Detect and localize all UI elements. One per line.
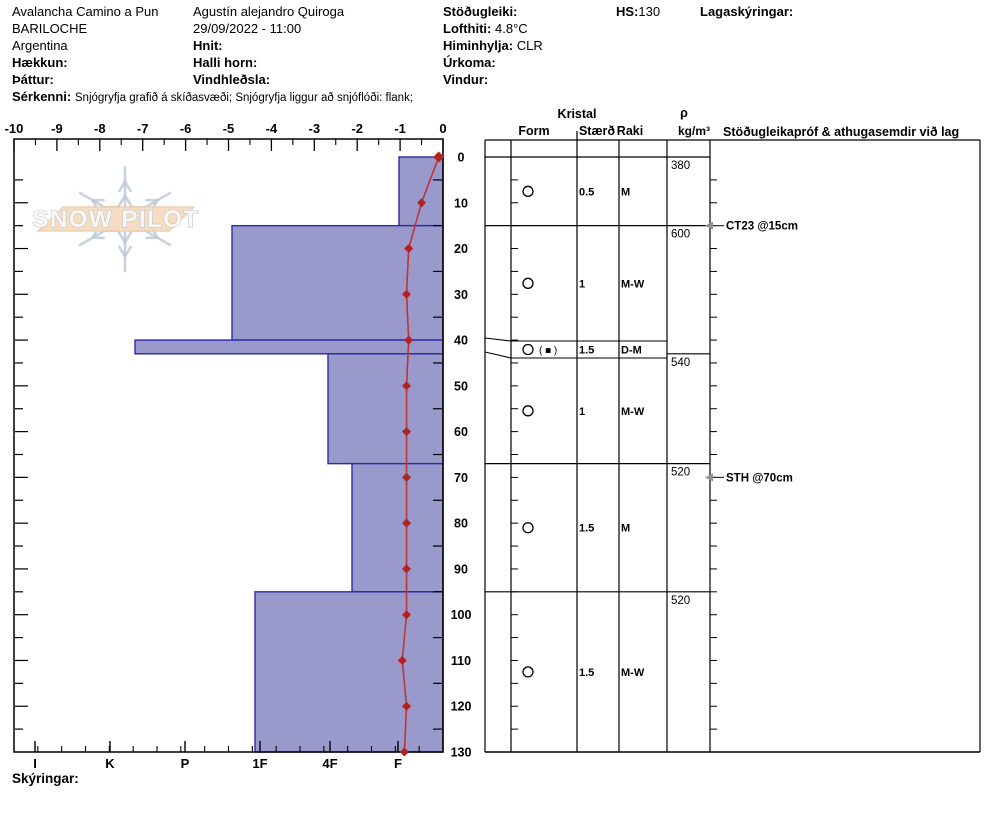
hardness-tick-label: K bbox=[105, 756, 115, 771]
depth-tick-label: 10 bbox=[454, 196, 468, 211]
coordinates-label: Hnit: bbox=[193, 38, 223, 53]
legend-label: Skýringar: bbox=[12, 771, 79, 786]
depth-tick-label: 70 bbox=[454, 470, 468, 485]
depth-tick-label: 40 bbox=[454, 333, 468, 348]
depth-tick-label: 50 bbox=[454, 379, 468, 394]
grain-form-icon bbox=[523, 667, 533, 677]
density-value: 520 bbox=[671, 594, 691, 607]
grain-size-value: 1.5 bbox=[579, 666, 595, 679]
density-value: 520 bbox=[671, 466, 691, 479]
temp-axis-tick-label: -3 bbox=[308, 121, 321, 136]
grain-size-value: 0.5 bbox=[579, 186, 595, 199]
thin-layer-wedge-bottom bbox=[485, 352, 511, 358]
test-arrow-icon bbox=[705, 222, 713, 230]
wetness-value: M-W bbox=[621, 666, 645, 679]
temp-axis-tick-label: -6 bbox=[179, 121, 192, 136]
hardness-bar bbox=[135, 340, 443, 354]
temp-axis-tick-label: -4 bbox=[265, 121, 278, 136]
grain-form-icon bbox=[523, 523, 533, 533]
wetness-value: M bbox=[621, 186, 631, 199]
temp-axis-tick-label: -5 bbox=[222, 121, 235, 136]
observer-name: Agustín alejandro Quiroga bbox=[193, 4, 345, 19]
comments-header: Stöðugleikapróf & athugasemdir við lag bbox=[723, 125, 960, 139]
air-temp-label: Lofthiti: bbox=[443, 21, 492, 36]
hs-value: 130 bbox=[638, 4, 661, 19]
hardness-tick-label: I bbox=[33, 756, 37, 771]
depth-tick-label: 30 bbox=[454, 287, 468, 302]
size-header: Stærð bbox=[578, 124, 616, 138]
pit-features-value: Snjógryfja grafið á skíðasvæði; Snjógryfja liggur að snjóflóði: flank; bbox=[74, 92, 414, 104]
air-temp-value: 4.8°C bbox=[495, 21, 528, 36]
depth-tick-label: 110 bbox=[450, 653, 472, 668]
hardness-tick-label: F bbox=[394, 756, 402, 771]
aspect-label: Þáttur: bbox=[12, 72, 54, 87]
stability-test-label: STH @70cm bbox=[726, 472, 793, 485]
wetness-value: M-W bbox=[621, 278, 645, 291]
logo-text: SNOW PILOT bbox=[32, 206, 200, 233]
hardness-tick-label: P bbox=[180, 756, 190, 771]
test-arrow-icon bbox=[705, 473, 713, 481]
density-symbol-header: ρ bbox=[680, 106, 688, 120]
depth-tick-label: 120 bbox=[450, 699, 472, 714]
temp-axis-tick-label: -8 bbox=[94, 121, 106, 136]
region-name: BARILOCHE bbox=[12, 21, 88, 36]
depth-tick-label: 100 bbox=[450, 608, 472, 623]
stability-label: Stöðugleiki: bbox=[443, 4, 518, 19]
sky-cover-value: CLR bbox=[516, 38, 543, 53]
observation-datetime: 29/09/2022 - 11:00 bbox=[193, 21, 302, 36]
temp-axis-tick-label: 0 bbox=[439, 121, 447, 136]
temp-axis-tick-label: -1 bbox=[394, 121, 406, 136]
sky-cover-label: Himinhylja: bbox=[443, 38, 514, 53]
wetness-value: M bbox=[621, 522, 631, 535]
layer-notes-label: Lagaskýringar: bbox=[700, 4, 794, 19]
grain-size-value: 1.5 bbox=[579, 344, 595, 357]
depth-tick-label: 20 bbox=[454, 242, 468, 257]
thin-layer-wedge-top bbox=[485, 338, 511, 341]
grain-form-icon bbox=[523, 278, 533, 288]
temp-axis-tick-label: -7 bbox=[136, 121, 149, 136]
temp-axis-tick-label: -2 bbox=[351, 121, 363, 136]
pit-features-label: Sérkenni: bbox=[12, 89, 72, 104]
kristal-header: Kristal bbox=[557, 107, 597, 121]
stability-test-label: CT23 @15cm bbox=[726, 220, 798, 233]
form-header: Form bbox=[518, 124, 550, 138]
elevation-label: Hækkun: bbox=[12, 55, 68, 70]
density-value: 600 bbox=[671, 228, 691, 241]
hs-label: HS: bbox=[616, 4, 639, 19]
grain-size-value: 1 bbox=[579, 278, 586, 291]
precip-label: Úrkoma: bbox=[443, 55, 496, 70]
depth-tick-label: 130 bbox=[450, 745, 472, 760]
wind-label: Vindur: bbox=[443, 72, 489, 87]
grain-form-icon bbox=[523, 345, 533, 355]
grain-form-crust-icon: ( ■ ) bbox=[539, 345, 558, 357]
grain-size-value: 1.5 bbox=[579, 522, 595, 535]
depth-tick-label: 60 bbox=[454, 425, 468, 440]
wetness-value: D-M bbox=[621, 344, 642, 357]
depth-tick-label: 80 bbox=[454, 516, 468, 531]
temp-axis-tick-label: -9 bbox=[51, 121, 63, 136]
hardness-bar bbox=[255, 592, 443, 752]
depth-tick-label: 90 bbox=[454, 562, 468, 577]
grain-form-icon bbox=[523, 186, 533, 196]
grain-form-icon bbox=[523, 406, 533, 416]
density-value: 380 bbox=[671, 160, 691, 172]
hardness-bar bbox=[399, 157, 443, 226]
hardness-tick-label: 4F bbox=[322, 756, 338, 771]
temp-axis-tick-label: -10 bbox=[4, 121, 24, 136]
slope-angle-label: Halli horn: bbox=[193, 55, 258, 70]
hardness-tick-label: 1F bbox=[252, 756, 268, 771]
density-value: 540 bbox=[671, 356, 691, 369]
hardness-bar bbox=[352, 464, 443, 592]
density-unit-header: kg/m³ bbox=[677, 124, 711, 138]
wetness-value: M-W bbox=[621, 405, 645, 418]
hardness-bar bbox=[328, 354, 443, 464]
wetness-header: Raki bbox=[616, 124, 644, 138]
country-name: Argentina bbox=[12, 38, 68, 53]
hardness-bar bbox=[232, 226, 443, 340]
wind-loading-label: Vindhleðsla: bbox=[193, 72, 271, 87]
location-name: Avalancha Camino a Pun bbox=[12, 4, 159, 19]
depth-tick-label: 0 bbox=[457, 150, 465, 165]
grain-size-value: 1 bbox=[579, 405, 586, 418]
